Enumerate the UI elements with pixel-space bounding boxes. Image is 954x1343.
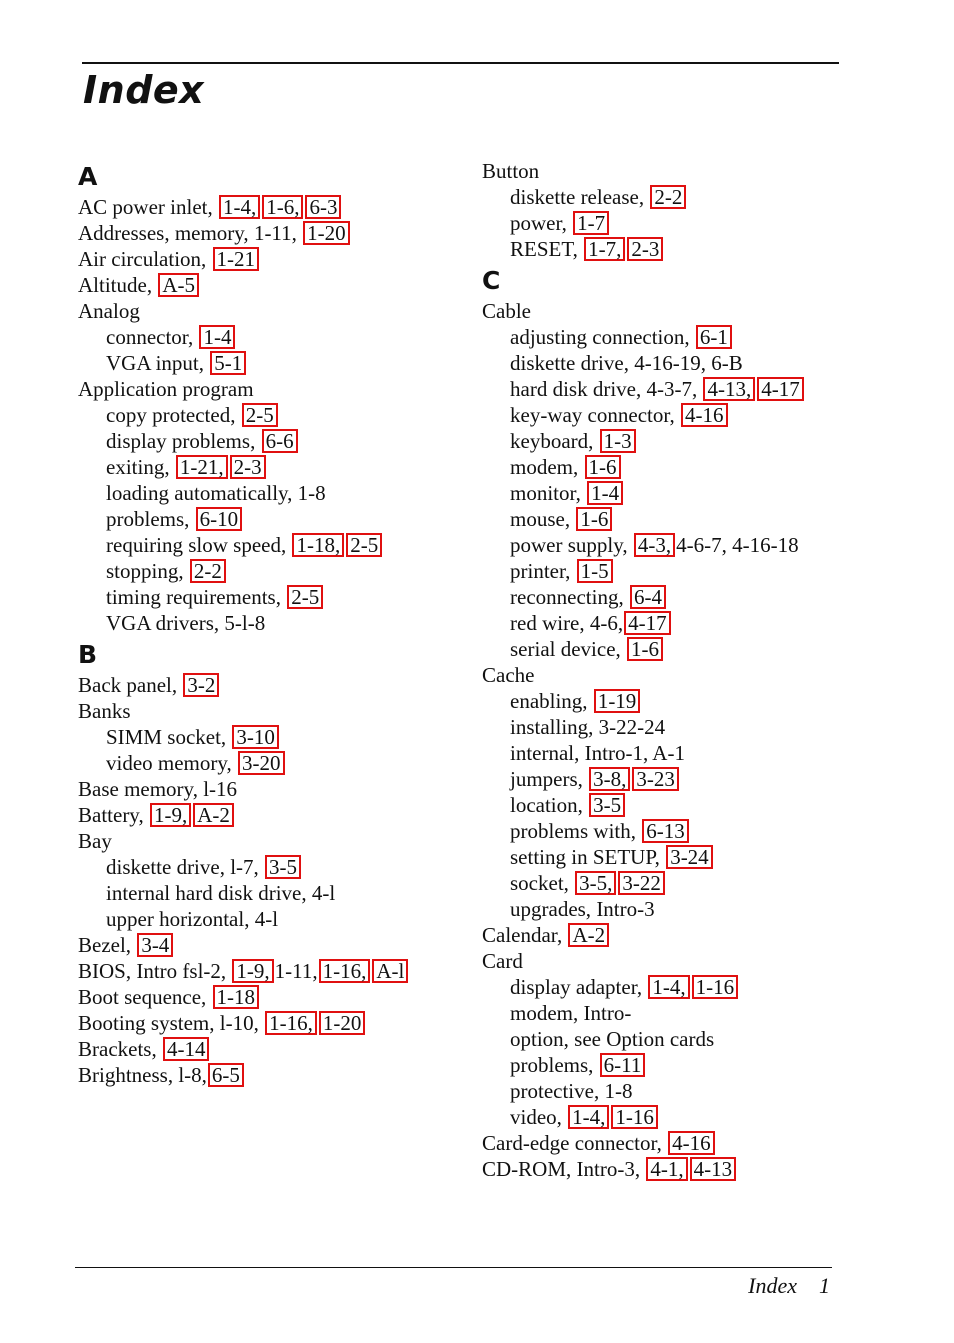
page-reference: 1-16, [319,959,371,983]
page-reference: 2-2 [190,559,226,583]
page-reference: 6-3 [305,195,341,219]
bottom-rule [75,1267,832,1268]
entry-term: Air circulation, [78,247,212,271]
index-entry [78,324,468,350]
page-reference: 6-10 [196,507,243,531]
page-reference: 1-4, [648,975,689,999]
section-letter: C [482,266,501,295]
entry-term: display adapter, [510,975,648,999]
page-text: l-8, [178,1063,207,1087]
index-entry [78,428,468,454]
entry-term: problems, [510,1053,599,1077]
page-reference: 4-17 [757,377,804,401]
index-entry [482,818,872,844]
entry-term: Analog [78,299,140,323]
page-text: Intro- [583,1001,632,1025]
index-entry [78,402,468,428]
page-reference: 1-5 [577,559,613,583]
entry-term: setting in SETUP, [510,845,666,869]
index-entry [482,1104,872,1130]
page-text: 5-l-8 [224,611,266,635]
page-reference: 3-20 [238,751,285,775]
entry-term: upper horizontal, [106,907,255,931]
index-entry [482,870,872,896]
entry-term: keyboard, [510,429,599,453]
index-entry [78,672,468,698]
page-reference: 2-5 [287,585,323,609]
entry-term: Battery, [78,803,149,827]
entry-term: CD-ROM, Intro-3, [482,1157,646,1181]
index-entry [78,698,468,724]
page-text: Intro-1, A-1 [584,741,685,765]
page-reference: 1-4, [219,195,260,219]
page-reference: 1-7 [573,211,609,235]
index-entry [482,558,872,584]
index-entry [78,724,468,750]
index-entry [482,610,872,636]
entry-term: serial device, [510,637,627,661]
entry-term: jumpers, [510,767,589,791]
section-letter: A [78,162,98,191]
page-reference: 4-14 [163,1037,210,1061]
page-reference: A-5 [158,273,199,297]
page-text: 4-l [254,907,279,931]
index-entry [78,1036,468,1062]
index-entry [482,1156,872,1182]
index-entry [482,1052,872,1078]
entry-term: Bezel, [78,933,137,957]
page-reference: 2-5 [242,403,278,427]
page-reference: 1-20 [303,221,350,245]
entry-term: Banks [78,699,131,723]
entry-term: internal, [510,741,585,765]
entry-term: red wire, [510,611,590,635]
entry-term: location, [510,793,589,817]
page-text: 4-3-7, [646,377,703,401]
page-reference: 2-2 [650,185,686,209]
index-entry [482,480,872,506]
page-reference: 1-6 [585,455,621,479]
index-entry [482,210,872,236]
page-reference: 3-23 [632,767,679,791]
index-entry [482,402,872,428]
entry-term: RESET, [510,237,584,261]
entry-term: copy protected, [106,403,241,427]
entry-term: internal hard disk drive, [106,881,312,905]
entry-term: problems, [106,507,195,531]
index-entry [482,584,872,610]
page-text: Option cards [606,1027,715,1051]
entry-term: power, [510,211,573,235]
page-reference: 1-4, [568,1105,609,1129]
index-entry [482,506,872,532]
page-reference: 6-6 [262,429,298,453]
entry-term: Booting system, [78,1011,220,1035]
entry-term: socket, [510,871,575,895]
page-reference: 3-2 [183,673,219,697]
entry-term: SIMM socket, [106,725,232,749]
page-text: l-7, [230,855,265,879]
footer-label: Index [748,1273,797,1298]
page-reference: 1-4 [587,481,623,505]
entry-term: Cache [482,663,535,687]
page-reference: 1-18 [213,985,260,1009]
index-entry [78,532,468,558]
page-reference: 6-13 [642,819,689,843]
page-reference: 6-4 [630,585,666,609]
page-text: 1-8 [297,481,326,505]
page-reference: A-2 [193,803,234,827]
page-reference: 4-17 [624,611,671,635]
entry-term: video, [510,1105,568,1129]
entry-term: option, see [510,1027,607,1051]
entry-term: Back panel, [78,673,183,697]
page-reference: 3-4 [137,933,173,957]
page-text: 4-6, [589,611,624,635]
page-text: 4-16-19, 6-B [634,351,743,375]
index-entry [78,828,468,854]
section-letter: B [78,640,98,669]
index-entry [78,246,468,272]
page-reference: 1-21, [176,455,228,479]
top-rule [82,62,839,64]
page-text: l-10, [219,1011,265,1035]
entry-term: modem, [510,455,584,479]
entry-term: problems with, [510,819,642,843]
page-reference: 3-8, [589,767,630,791]
index-entry [482,298,872,324]
entry-term: monitor, [510,481,587,505]
page-reference: 2-5 [346,533,382,557]
index-column-left [78,158,468,1088]
index-entry [482,350,872,376]
entry-term: connector, [106,325,199,349]
index-entry [78,610,468,636]
entry-term: video memory, [106,751,238,775]
index-entry [482,184,872,210]
entry-term: AC power inlet, [78,195,218,219]
index-entry [78,376,468,402]
page-reference: 2-3 [627,237,663,261]
entry-term: VGA drivers, [106,611,225,635]
index-entry [482,636,872,662]
index-entry [482,948,872,974]
index-entry [482,1130,872,1156]
entry-term: Brackets, [78,1037,162,1061]
index-entry [78,750,468,776]
index-entry [78,220,468,246]
page-reference: 1-16 [692,975,739,999]
entry-term: diskette drive, [106,855,231,879]
index-entry [482,714,872,740]
entry-term: adjusting connection, [510,325,695,349]
index-entry [482,896,872,922]
page-reference: 1-6 [627,637,663,661]
page-reference: 1-7, [584,237,625,261]
entry-term: Boot sequence, [78,985,212,1009]
index-entry [482,688,872,714]
page-reference: 3-10 [232,725,279,749]
page-reference: A-2 [568,923,609,947]
page-reference: 1-6 [576,507,612,531]
index-entry [78,272,468,298]
page-footer [748,1272,830,1300]
page-reference: 1-21 [213,247,260,271]
entry-term: Base memory, [78,777,204,801]
entry-term: Button [482,159,540,183]
index-entry [78,906,468,932]
page-reference: 1-16 [611,1105,658,1129]
entry-term: timing requirements, [106,585,287,609]
page-reference: 1-19 [594,689,641,713]
entry-term: diskette release, [510,185,650,209]
page-reference: 4-13, [703,377,755,401]
entry-term: hard disk drive, [510,377,647,401]
index-entry [482,236,872,262]
index-entry [78,880,468,906]
index-entry [482,974,872,1000]
page-reference: 1-20 [319,1011,366,1035]
entry-term: reconnecting, [510,585,629,609]
entry-term: key-way connector, [510,403,680,427]
page-text: 1-8 [604,1079,633,1103]
page-reference: 3-24 [666,845,713,869]
page-reference: 4-16 [681,403,728,427]
page-reference: 5-1 [210,351,246,375]
entry-term: Altitude, [78,273,158,297]
entry-term: Application program [78,377,254,401]
entry-term: Card-edge connector, [482,1131,668,1155]
index-entry [482,376,872,402]
entry-term: exiting, [106,455,175,479]
page-text: 4-6-7, 4-16-18 [676,533,799,557]
index-entry [482,844,872,870]
page-text: 3-22-24 [598,715,666,739]
index-entry [78,1062,468,1088]
entry-term: VGA input, [106,351,210,375]
entry-term: Calendar, [482,923,568,947]
entry-term: installing, [510,715,599,739]
index-entry [78,298,468,324]
page-reference: 4-1, [646,1157,687,1181]
index-entry [78,958,468,984]
entry-term: Card [482,949,523,973]
index-entry [78,776,468,802]
page-text: l-16 [203,777,238,801]
index-entry [78,984,468,1010]
index-entry [482,740,872,766]
index-entry [482,158,872,184]
page-reference: 1-3 [600,429,636,453]
index-entry [482,454,872,480]
index-entry [482,324,872,350]
index-entry [482,766,872,792]
entry-term: requiring slow speed, [106,533,292,557]
index-entry [78,454,468,480]
index-entry [482,1078,872,1104]
entry-term: mouse, [510,507,576,531]
page-text: 1-11, [253,221,303,245]
page-reference: 1-9, [232,959,273,983]
entry-term: diskette drive, [510,351,635,375]
page-title: Index [83,68,205,112]
entry-term: printer, [510,559,576,583]
page-reference: 3-5, [575,871,616,895]
index-entry [78,350,468,376]
page-reference: 6-11 [600,1053,646,1077]
page-text: Intro-3 [596,897,655,921]
page-reference: 3-22 [618,871,665,895]
index-entry [482,532,872,558]
entry-term: protective, [510,1079,605,1103]
entry-term: Bay [78,829,112,853]
index-entry [78,932,468,958]
page-text: 1-11, [274,959,318,983]
index-entry [78,194,468,220]
entry-term: display problems, [106,429,261,453]
index-entry [78,854,468,880]
index-column-right [482,158,872,1182]
index-entry [482,922,872,948]
entry-term: enabling, [510,689,593,713]
page-reference: 1-16, [265,1011,317,1035]
index-entry [78,506,468,532]
entry-term: upgrades, [510,897,597,921]
entry-term: modem, [510,1001,584,1025]
index-entry [78,584,468,610]
entry-term: stopping, [106,559,189,583]
page-number: 1 [819,1273,830,1298]
page-reference: 6-5 [208,1063,244,1087]
page-reference: 4-16 [668,1131,715,1155]
index-entry [482,662,872,688]
page-reference: 1-4 [199,325,235,349]
page-text: 4-l [311,881,336,905]
page-reference: 6-1 [696,325,732,349]
entry-term: Brightness, [78,1063,179,1087]
page-reference: 1-6, [262,195,303,219]
index-entry [482,1000,872,1026]
entry-term: Cable [482,299,531,323]
page-reference: 3-5 [589,793,625,817]
index-entry [78,802,468,828]
index-entry [78,558,468,584]
entry-term: BIOS, Intro fsl-2, [78,959,232,983]
page-reference: 4-13 [690,1157,737,1181]
page-reference: 2-3 [230,455,266,479]
index-entry [482,792,872,818]
page-reference: 1-9, [150,803,191,827]
entry-term: power supply, [510,533,633,557]
entry-term: Addresses, memory, [78,221,254,245]
index-entry [482,428,872,454]
index-entry [78,1010,468,1036]
page-reference: A-l [372,959,408,983]
page-reference: 3-5 [265,855,301,879]
entry-term: loading automatically, [106,481,298,505]
page-reference: 1-18, [292,533,344,557]
index-entry [482,1026,872,1052]
index-entry [78,480,468,506]
page-reference: 4-3, [634,533,675,557]
